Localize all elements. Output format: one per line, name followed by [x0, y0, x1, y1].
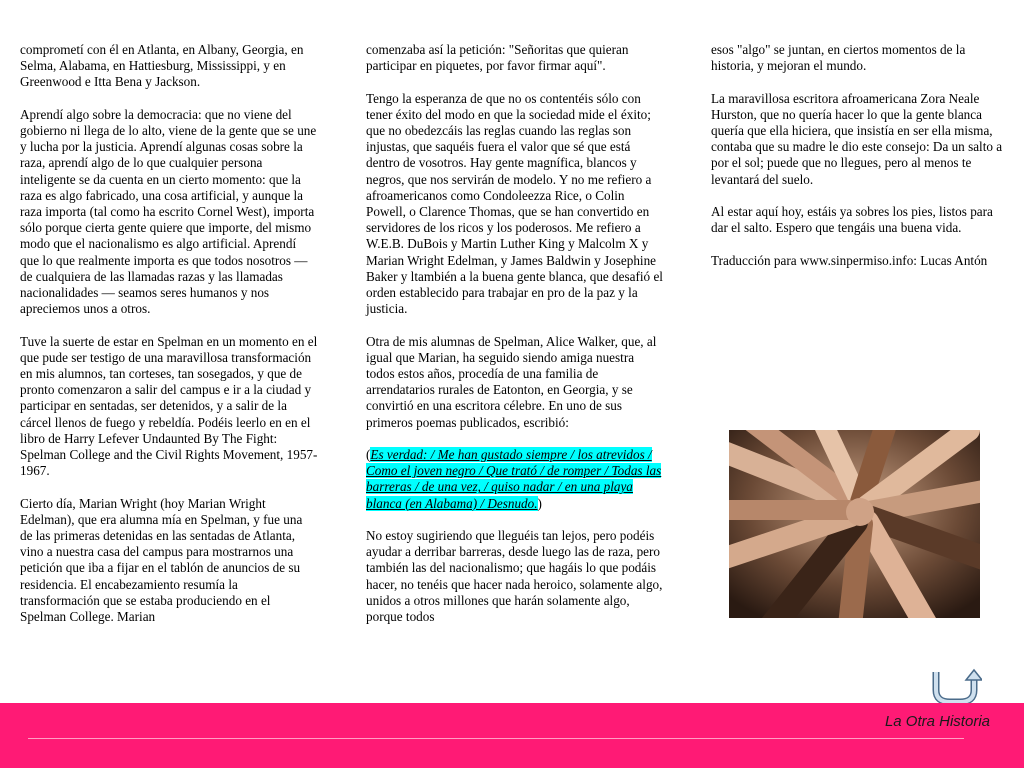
text-column-3 — [711, 42, 1009, 285]
poem-text[interactable]: Es verdad: / Me han gustado siempre / los atrevidos / Como el joven negro / Que trató / de romper / Todas las barreras / de una vez, / quiso nadar / en una playa blanca (en Alabama) / Desnudo. — [366, 447, 662, 511]
paragraph: Cierto día, Marian Wright (hoy Marian Wright Edelman), que era alumna mía en Spelman, y fue una de las primeras detenidas en las sentadas de Atlanta, vino a nuestra casa del campus para mostrarnos una petición que iba a fijar en el tablón de anuncios de su residencia. El encabezamiento resumía la transformación que se estaba produciendo en el Spelman College. Marian — [20, 495, 303, 625]
footer-title: La Otra Historia — [884, 713, 990, 730]
text-column-2 — [366, 42, 664, 641]
paragraph: Tengo la esperanza de que no os contentéis sólo con tener éxito del modo en que la sociedad mide el éxito; que no obedezcáis las reglas cuando las reglas son injustas, que saquéis fuera el valor que sé que está dentro de vosotros. Hay gente magnífica, blancos y negros, que nos servirán de modelo. Y no me refiero a afroamericanos como Condoleezza Rice, o Colin Powell, o Clarence Thomas, que se han convertido en servidores de los ricos y los poderosos. Me refiero a W.E.B. DuBois y Martin Luther King y Malcolm X y Marian Wright Edelman, y James Baldwin y Josephine Baker y ltambién a la buena gente blanca, que desafió el orden establecido para trabajar en pro de la paz y la justicia. — [366, 90, 663, 317]
poem-open-paren: ( — [366, 447, 371, 463]
paragraph: esos "algo" se juntan, en ciertos momentos de la historia, y mejoran el mundo. — [711, 42, 966, 74]
paragraph: comprometí con él en Atlanta, en Albany, Georgia, en Selma, Alabama, en Hattiesburg, Mississippi, y en Greenwood e Itta Bena y Jackson. — [20, 42, 304, 90]
paragraph: Aprendí algo sobre la democracia: que no viene del gobierno ni llega de lo alto, viene de la gente que se une y lucha por la justicia. Aprendí algunas cosas sobre la raza, aprendí algo de lo que cualquier persona inteligente se da cuenta en un cierto momento: que la raza es algo fabricado, una cosa artificial, y aunque la raza importa (tal como ha escrito Cornel West), importa sólo porque cierta gente quiere que importe, del mismo modo que el nacionalismo es algo artificial. Aprendí que lo que realmente importa es que todos nosotros — de cualquiera de las llamadas razas y las llamadas nacionalidades — seamos seres humanos y nos apreciemos unos a otros. — [20, 106, 317, 317]
paragraph: comenzaba así la petición: "Señoritas que quieran participar en piquetes, por favor firmar aquí". — [366, 42, 629, 74]
paragraph: La maravillosa escritora afroamericana Zora Neale Hurston, que no quería hacer lo que la gente blanca quería que ella hiciera, que insistía en ser ella misma, contaba que su madre le dio este consejo: Da un salto a por el sol; puede que no llegues, pero al menos te levantará del suelo. — [711, 90, 1003, 187]
text-column-1 — [20, 42, 318, 641]
paragraph: No estoy sugiriendo que lleguéis tan lejos, pero podéis ayudar a derribar barreras, desde luego las de raza, pero también las del nacionalismo; que hagáis lo que podáis hacer, no tenéis que hacer nada heroico, solamente algo, unidos a otros millones que harán solamente algo, porque todos — [366, 528, 663, 625]
paragraph: Tuve la suerte de estar en Spelman en un momento en el que pude ser testigo de una maravillosa transformación en mis alumnos, tan corteses, tan sosegados, y que de pronto comenzaron a salir del campus e ir a la ciudad y participar en sentadas, ser detenidos, y a salir de la cárcel llenos de fuego y rebeldía. Podéis leerlo en en el libro de Harry Lefever Undaunted By The Fight: Spelman College and the Civil Rights Movement, 1957-1967. — [20, 333, 318, 479]
footer-bar — [0, 703, 1024, 768]
poem-quote — [366, 447, 664, 512]
footer-divider — [28, 738, 964, 739]
hands-together-photo — [729, 430, 980, 618]
paragraph: Otra de mis alumnas de Spelman, Alice Walker, que, al igual que Marian, ha seguido siendo amiga nuestra todos estos años, procedía de una familia de arrendatarios rurales de Eatonton, en Georgia, y se convirtió en una escritora célebre. En uno de sus primeros poemas publicados, escribió: — [366, 333, 657, 430]
return-arrow-icon[interactable] — [930, 668, 982, 706]
paragraph: Traducción para www.sinpermiso.info: Lucas Antón — [711, 252, 988, 268]
paragraph: Al estar aquí hoy, estáis ya sobres los pies, listos para dar el salto. Espero que tengáis una buena vida. — [711, 204, 993, 236]
poem-close-paren: ) — [537, 495, 542, 511]
